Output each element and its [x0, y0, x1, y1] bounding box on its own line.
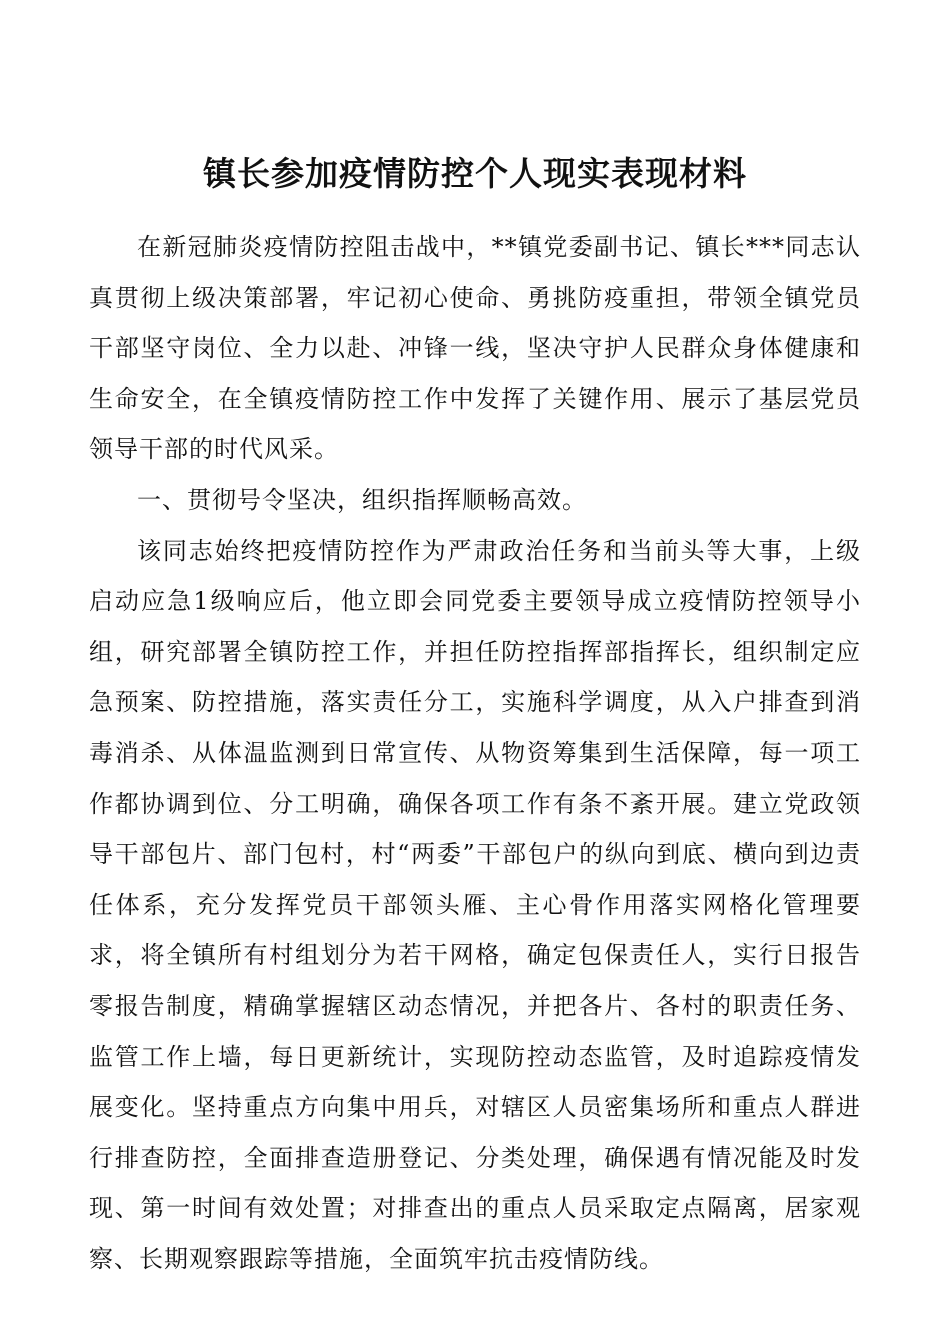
intro-paragraph: 在新冠肺炎疫情防控阻击战中，**镇党委副书记、镇长***同志认真贯彻上级决策部署，牢记初心使命、勇挑防疫重担，带领全镇党员干部坚守岗位、全力以赴、冲锋一线，坚决守护人民群众身体健康和生命安全，在全镇疫情防控工作中发挥了关键作用、展示了基层党员领导干部的时代风采。 [89, 233, 861, 464]
body-paragraph: 该同志始终把疫情防控作为严肃政治任务和当前头等大事，上级启动应急1级响应后，他立即会同党委主要领导成立疫情防控领导小组，研究部署全镇防控工作，并担任防控指挥部指挥长，组织制定应急预案、防控措施，落实责任分工，实施科学调度，从入户排查到消毒消杀、从体温监测到日常宣传、从物资筹集到生活保障，每一项工作都协调到位、分工明确，确保各项工作有条不紊开展。建立党政领导干部包片、部门包村，村“两委”干部包户的纵向到底、横向到边责任体系，充分发挥党员干部领头雁、主心骨作用落实网格化管理要求，将全镇所有村组划分为若干网格，确定包保责任人，实行日报告零报告制度，精确掌握辖区动态情况，并把各片、各村的职责任务、监管工作上墙，每日更新统计，实现防控动态监管，及时追踪疫情发展变化。坚持重点方向集中用兵，对辖区人员密集场所和重点人群进行排查防控，全面排查造册登记、分类处理，确保遇有情况能及时发现、第一时间有效处置；对排查出的重点人员采取定点隔离，居家观察、长期观察跟踪等措施，全面筑牢抗击疫情防线。 [89, 536, 861, 1273]
section-heading: 一、贯彻号令坚决，组织指挥顺畅高效。 [137, 485, 587, 514]
document-body [89, 222, 861, 1284]
document-title: 镇长参加疫情防控个人现实表现材料 [203, 154, 747, 193]
